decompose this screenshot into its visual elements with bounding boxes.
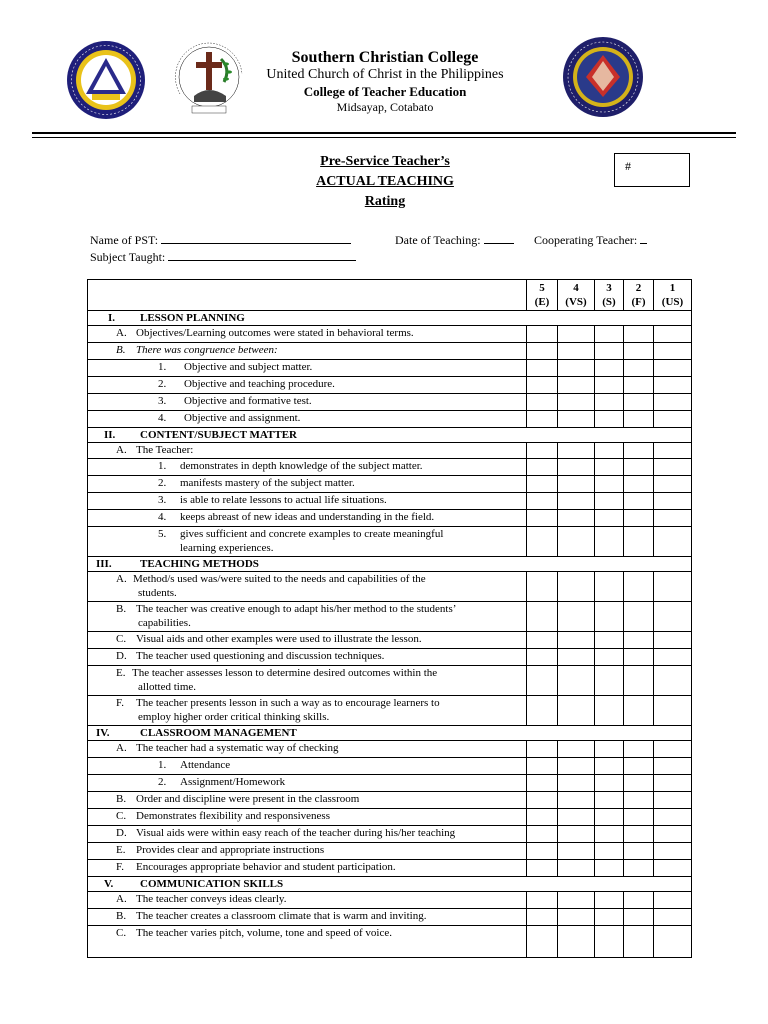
rating-cell[interactable] xyxy=(595,892,624,909)
form-title xyxy=(270,152,500,212)
rating-cell[interactable] xyxy=(527,572,558,602)
section-heading-row xyxy=(88,311,692,326)
criterion-text: B. There was congruence between: xyxy=(88,343,527,360)
rating-cell[interactable] xyxy=(527,527,558,557)
ucc-logo xyxy=(166,34,252,120)
rating-cell[interactable] xyxy=(527,843,558,860)
rating-cell[interactable] xyxy=(595,377,624,394)
rating-cell[interactable] xyxy=(527,826,558,843)
criterion-row xyxy=(88,443,692,459)
rating-cell[interactable] xyxy=(624,792,654,809)
criterion-row xyxy=(88,696,692,726)
rating-cell[interactable] xyxy=(595,443,624,459)
criterion-row xyxy=(88,792,692,809)
rating-cell[interactable] xyxy=(558,649,595,666)
rating-cell[interactable] xyxy=(595,926,624,958)
rating-cell[interactable] xyxy=(595,476,624,493)
rating-cell[interactable] xyxy=(595,632,624,649)
rating-cell[interactable] xyxy=(624,843,654,860)
rating-cell[interactable] xyxy=(527,632,558,649)
rating-cell[interactable] xyxy=(527,394,558,411)
criterion-text: A. Method/s used was/were suited to the needs and capabilities of the students. xyxy=(88,572,527,602)
section-lesson-planning: I. LESSON PLANNING xyxy=(88,311,692,326)
rating-cell[interactable] xyxy=(527,909,558,926)
rating-cell[interactable] xyxy=(558,527,595,557)
criterion-text: 1. Attendance xyxy=(88,758,527,775)
rating-cell[interactable] xyxy=(624,632,654,649)
rating-cell[interactable] xyxy=(558,741,595,758)
rating-cell[interactable] xyxy=(595,493,624,510)
criterion-row xyxy=(88,411,692,428)
date-of-teaching-label: Date of Teaching: xyxy=(395,233,481,247)
rating-cell[interactable] xyxy=(558,809,595,826)
rating-cell[interactable] xyxy=(595,510,624,527)
rating-cell[interactable] xyxy=(654,326,692,343)
rating-cell[interactable] xyxy=(558,666,595,696)
rating-cell[interactable] xyxy=(595,326,624,343)
criterion-text: E. The teacher assesses lesson to determine desired outcomes within the allotted time. xyxy=(88,666,527,696)
rating-cell[interactable] xyxy=(527,510,558,527)
rating-cell[interactable] xyxy=(527,758,558,775)
rating-cell[interactable] xyxy=(595,649,624,666)
criterion-row xyxy=(88,394,692,411)
rating-cell[interactable] xyxy=(527,741,558,758)
title-line-1: Pre-Service Teacher’s xyxy=(320,154,450,169)
rating-cell[interactable] xyxy=(654,666,692,696)
rating-cell[interactable] xyxy=(654,476,692,493)
rating-cell[interactable] xyxy=(654,649,692,666)
rating-cell[interactable] xyxy=(624,926,654,958)
rating-cell[interactable] xyxy=(654,926,692,958)
rating-cell[interactable] xyxy=(654,741,692,758)
scale-4-header: 4 (VS) xyxy=(558,280,595,311)
rating-cell[interactable] xyxy=(654,443,692,459)
rating-cell[interactable] xyxy=(595,666,624,696)
rating-cell[interactable] xyxy=(595,411,624,428)
college-seal-logo xyxy=(66,40,146,120)
rating-cell[interactable] xyxy=(558,860,595,877)
rating-cell[interactable] xyxy=(527,360,558,377)
rating-cell[interactable] xyxy=(654,411,692,428)
rating-cell[interactable] xyxy=(527,343,558,360)
college-name: Southern Christian College xyxy=(291,49,479,66)
rating-cell[interactable] xyxy=(527,696,558,726)
rating-cell[interactable] xyxy=(527,775,558,792)
criterion-row xyxy=(88,476,692,493)
rating-cell[interactable] xyxy=(558,792,595,809)
rating-cell[interactable] xyxy=(624,377,654,394)
criterion-row xyxy=(88,826,692,843)
rating-cell[interactable] xyxy=(595,809,624,826)
criterion-row xyxy=(88,602,692,632)
rating-cell[interactable] xyxy=(624,360,654,377)
rating-cell[interactable] xyxy=(624,826,654,843)
section-classroom-management: IV. CLASSROOM MANAGEMENT xyxy=(88,726,692,741)
cooperating-teacher-label: Cooperating Teacher: xyxy=(534,233,638,247)
rating-cell[interactable] xyxy=(558,696,595,726)
criterion-text: B. Order and discipline were present in the classroom xyxy=(88,792,527,809)
section-content-subject-matter: II. CONTENT/SUBJECT MATTER xyxy=(88,428,692,443)
rating-cell[interactable] xyxy=(654,843,692,860)
scale-2-header: 2 (F) xyxy=(624,280,654,311)
rating-cell[interactable] xyxy=(654,343,692,360)
rating-cell[interactable] xyxy=(527,809,558,826)
criterion-text: E. Provides clear and appropriate instructions xyxy=(88,843,527,860)
date-of-teaching-blank[interactable] xyxy=(484,231,514,244)
rating-cell[interactable] xyxy=(654,527,692,557)
cte-seal-logo xyxy=(558,35,648,119)
rating-cell[interactable] xyxy=(558,892,595,909)
criterion-text: 1. Objective and subject matter. xyxy=(88,360,527,377)
rating-cell[interactable] xyxy=(527,443,558,459)
criterion-row xyxy=(88,459,692,476)
header-divider-thin xyxy=(32,137,736,138)
rating-cell[interactable] xyxy=(558,343,595,360)
rating-cell[interactable] xyxy=(624,493,654,510)
rating-cell[interactable] xyxy=(624,510,654,527)
criterion-text: B. The teacher creates a classroom climate that is warm and inviting. xyxy=(88,909,527,926)
rating-cell[interactable] xyxy=(595,602,624,632)
criterion-row xyxy=(88,775,692,792)
criterion-text: B. The teacher was creative enough to adapt his/her method to the students’ capabilities. xyxy=(88,602,527,632)
rating-cell[interactable] xyxy=(595,843,624,860)
rating-cell[interactable] xyxy=(558,411,595,428)
rating-cell[interactable] xyxy=(654,360,692,377)
rating-cell[interactable] xyxy=(624,649,654,666)
criterion-text: C. The teacher varies pitch, volume, tone and speed of voice. xyxy=(88,926,527,958)
rating-cell[interactable] xyxy=(558,602,595,632)
rating-cell[interactable] xyxy=(624,443,654,459)
rating-cell[interactable] xyxy=(558,443,595,459)
criterion-text: A. The teacher had a systematic way of checking xyxy=(88,741,527,758)
criterion-text: 2. manifests mastery of the subject matter. xyxy=(88,476,527,493)
rating-cell[interactable] xyxy=(624,696,654,726)
subject-taught-field[interactable] xyxy=(90,248,356,265)
scale-1-header: 1 (US) xyxy=(654,280,692,311)
criterion-row xyxy=(88,343,692,360)
scale-3-header: 3 (S) xyxy=(595,280,624,311)
criterion-row xyxy=(88,860,692,877)
rating-cell[interactable] xyxy=(595,572,624,602)
criterion-text: 3. Objective and formative test. xyxy=(88,394,527,411)
section-heading-row xyxy=(88,877,692,892)
rating-cell[interactable] xyxy=(654,892,692,909)
criterion-text: A. The teacher conveys ideas clearly. xyxy=(88,892,527,909)
rating-cell[interactable] xyxy=(595,860,624,877)
rating-cell[interactable] xyxy=(558,493,595,510)
pst-name-field[interactable] xyxy=(90,231,351,248)
rating-cell[interactable] xyxy=(527,326,558,343)
rating-cell[interactable] xyxy=(654,602,692,632)
rating-cell[interactable] xyxy=(527,493,558,510)
rating-cell[interactable] xyxy=(624,459,654,476)
criterion-text: 4. keeps abreast of new ideas and understanding in the field. xyxy=(88,510,527,527)
rating-cell[interactable] xyxy=(654,696,692,726)
rating-cell[interactable] xyxy=(595,775,624,792)
section-heading-row xyxy=(88,428,692,443)
criterion-text: C. Visual aids and other examples were used to illustrate the lesson. xyxy=(88,632,527,649)
rating-cell[interactable] xyxy=(595,826,624,843)
rating-cell[interactable] xyxy=(527,666,558,696)
rating-cell[interactable] xyxy=(624,809,654,826)
rating-cell[interactable] xyxy=(558,394,595,411)
rating-cell[interactable] xyxy=(527,892,558,909)
rating-cell[interactable] xyxy=(527,649,558,666)
criterion-text: 3. is able to relate lessons to actual life situations. xyxy=(88,493,527,510)
rating-cell[interactable] xyxy=(624,602,654,632)
rating-cell[interactable] xyxy=(527,459,558,476)
church-name: United Church of Christ in the Philippines xyxy=(266,67,504,83)
title-line-2: ACTUAL TEACHING xyxy=(316,174,454,189)
scale-header-row xyxy=(88,280,692,311)
criterion-text: A. The Teacher: xyxy=(88,443,527,459)
rating-cell[interactable] xyxy=(654,792,692,809)
rating-cell[interactable] xyxy=(654,510,692,527)
rating-cell[interactable] xyxy=(558,926,595,958)
rating-cell[interactable] xyxy=(654,909,692,926)
rating-cell[interactable] xyxy=(654,632,692,649)
rating-cell[interactable] xyxy=(624,860,654,877)
section-heading-row xyxy=(88,726,692,741)
rating-cell[interactable] xyxy=(654,459,692,476)
rating-cell[interactable] xyxy=(624,741,654,758)
rating-cell[interactable] xyxy=(654,826,692,843)
criterion-text: A. Objectives/Learning outcomes were stated in behavioral terms. xyxy=(88,326,527,343)
rating-cell[interactable] xyxy=(654,860,692,877)
rating-cell[interactable] xyxy=(527,411,558,428)
rating-cell[interactable] xyxy=(624,411,654,428)
criterion-row xyxy=(88,809,692,826)
rating-cell[interactable] xyxy=(558,459,595,476)
header-divider xyxy=(32,132,736,134)
rating-cell[interactable] xyxy=(654,394,692,411)
criterion-row xyxy=(88,649,692,666)
rating-cell[interactable] xyxy=(527,377,558,394)
rating-cell[interactable] xyxy=(558,775,595,792)
rating-cell[interactable] xyxy=(624,892,654,909)
pst-name-label: Name of PST: xyxy=(90,233,159,247)
rating-cell[interactable] xyxy=(595,696,624,726)
rating-cell[interactable] xyxy=(558,326,595,343)
letterhead-text xyxy=(250,48,520,114)
section-teaching-methods: III. TEACHING METHODS xyxy=(88,557,692,572)
rating-cell[interactable] xyxy=(595,343,624,360)
cooperating-teacher-blank[interactable] xyxy=(640,231,647,244)
rating-cell[interactable] xyxy=(654,493,692,510)
rating-cell[interactable] xyxy=(624,476,654,493)
rating-cell[interactable] xyxy=(527,860,558,877)
criterion-row xyxy=(88,493,692,510)
criterion-text: D. The teacher used questioning and discussion techniques. xyxy=(88,649,527,666)
rating-cell[interactable] xyxy=(558,510,595,527)
rating-cell[interactable] xyxy=(624,775,654,792)
section-communication-skills: V. COMMUNICATION SKILLS xyxy=(88,877,692,892)
rating-cell[interactable] xyxy=(624,666,654,696)
subject-taught-label: Subject Taught: xyxy=(90,250,166,264)
rating-cell[interactable] xyxy=(558,632,595,649)
rating-cell[interactable] xyxy=(595,527,624,557)
criterion-row xyxy=(88,527,692,557)
title-line-3: Rating xyxy=(364,194,406,209)
rating-cell[interactable] xyxy=(558,909,595,926)
section-heading-row xyxy=(88,557,692,572)
subject-taught-blank[interactable] xyxy=(168,248,356,261)
criterion-text: 2. Assignment/Homework xyxy=(88,775,527,792)
scale-5-header: 5 (E) xyxy=(527,280,558,311)
criterion-row xyxy=(88,666,692,696)
rating-cell[interactable] xyxy=(595,909,624,926)
rating-cell[interactable] xyxy=(595,792,624,809)
rating-cell[interactable] xyxy=(527,602,558,632)
rating-table xyxy=(87,279,692,958)
rating-cell[interactable] xyxy=(654,758,692,775)
rating-cell[interactable] xyxy=(595,459,624,476)
college-location: Midsayap, Cotabato xyxy=(336,99,434,114)
cooperating-teacher-field[interactable] xyxy=(534,231,647,248)
criterion-text: F. The teacher presents lesson in such a way as to encourage learners to employ higher order critical thinking skills. xyxy=(88,696,527,726)
rating-cell[interactable] xyxy=(654,775,692,792)
rating-cell[interactable] xyxy=(558,476,595,493)
rating-cell[interactable] xyxy=(654,572,692,602)
rating-cell[interactable] xyxy=(558,843,595,860)
rating-cell[interactable] xyxy=(595,394,624,411)
rating-cell[interactable] xyxy=(527,926,558,958)
rating-cell[interactable] xyxy=(595,360,624,377)
criterion-row xyxy=(88,572,692,602)
rating-cell[interactable] xyxy=(654,377,692,394)
rating-cell[interactable] xyxy=(527,792,558,809)
rating-cell[interactable] xyxy=(624,394,654,411)
letterhead xyxy=(0,30,768,130)
criterion-text: 2. Objective and teaching procedure. xyxy=(88,377,527,394)
rating-cell[interactable] xyxy=(558,572,595,602)
pst-name-blank[interactable] xyxy=(161,231,351,244)
criterion-row xyxy=(88,510,692,527)
criterion-row xyxy=(88,909,692,926)
criterion-row xyxy=(88,326,692,343)
rating-cell[interactable] xyxy=(624,326,654,343)
criterion-row xyxy=(88,741,692,758)
rating-cell[interactable] xyxy=(624,909,654,926)
criterion-row xyxy=(88,843,692,860)
rating-cell[interactable] xyxy=(624,343,654,360)
rating-cell[interactable] xyxy=(558,377,595,394)
rating-cell[interactable] xyxy=(558,826,595,843)
rating-cell[interactable] xyxy=(558,360,595,377)
criterion-row xyxy=(88,632,692,649)
criterion-row xyxy=(88,360,692,377)
criterion-row xyxy=(88,926,692,958)
rating-cell[interactable] xyxy=(624,527,654,557)
rating-cell[interactable] xyxy=(595,758,624,775)
rating-cell[interactable] xyxy=(624,572,654,602)
criterion-text: F. Encourages appropriate behavior and student participation. xyxy=(88,860,527,877)
rating-cell[interactable] xyxy=(595,741,624,758)
rating-cell[interactable] xyxy=(527,476,558,493)
criterion-text: 1. demonstrates in depth knowledge of the subject matter. xyxy=(88,459,527,476)
rating-cell[interactable] xyxy=(654,809,692,826)
criterion-text: 4. Objective and assignment. xyxy=(88,411,527,428)
criterion-text: 5. gives sufficient and concrete examples to create meaningful learning experiences. xyxy=(88,527,527,557)
criterion-text: C. Demonstrates flexibility and responsiveness xyxy=(88,809,527,826)
form-number-box[interactable] xyxy=(614,153,690,187)
criterion-row xyxy=(88,758,692,775)
rating-cell[interactable] xyxy=(558,758,595,775)
form-number-label: # xyxy=(625,159,631,173)
rating-cell[interactable] xyxy=(624,758,654,775)
date-of-teaching-field[interactable] xyxy=(395,231,514,248)
criterion-row xyxy=(88,377,692,394)
department-name: College of Teacher Education xyxy=(303,83,467,99)
criterion-row xyxy=(88,892,692,909)
criterion-text: D. Visual aids were within easy reach of the teacher during his/her teaching xyxy=(88,826,527,843)
